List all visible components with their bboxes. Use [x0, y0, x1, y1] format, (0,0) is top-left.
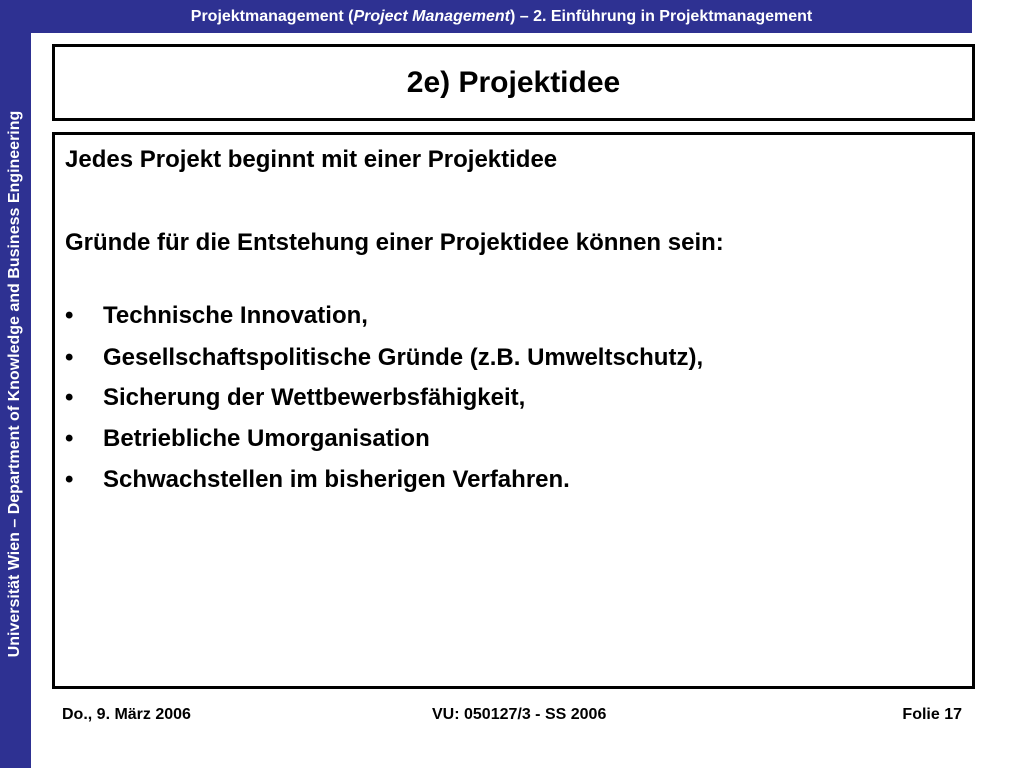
bullet-text: Gesellschaftspolitische Gründe (z.B. Umweltschutz), [103, 344, 704, 371]
footer-slide-number: Folie 17 [902, 706, 962, 723]
header-band [31, 0, 972, 33]
bullet-glyph: • [65, 344, 74, 371]
footer-date: Do., 9. März 2006 [62, 706, 191, 723]
bullet-glyph: • [65, 466, 74, 493]
bullet-glyph: • [65, 302, 74, 329]
bullet-text: Schwachstellen im bisherigen Verfahren. [103, 466, 570, 493]
bullet-item [65, 344, 703, 372]
header-suffix: ) – 2. Einführung in Projektmanagement [509, 7, 813, 25]
bullet-item [65, 466, 570, 494]
bullet-item [65, 425, 430, 453]
bullet-glyph: • [65, 384, 74, 411]
slide-title: 2e) Projektidee [406, 65, 621, 99]
bullet-text: Betriebliche Umorganisation [103, 425, 430, 452]
bullet-text: Technische Innovation, [103, 302, 368, 329]
intro-text: Jedes Projekt beginnt mit einer Projektidee [65, 146, 558, 173]
header-italic: Project Management [353, 7, 510, 25]
sidebar-institution-text: Universität Wien – Department of Knowledge and Business Engineering [6, 110, 23, 658]
footer-course: VU: 050127/3 - SS 2006 [432, 706, 607, 723]
bullet-glyph: • [65, 425, 74, 452]
content-box [52, 132, 975, 689]
sidebar-band [0, 0, 31, 768]
reasons-heading: Gründe für die Entstehung einer Projektidee können sein: [65, 229, 724, 256]
bullet-item [65, 302, 368, 330]
title-box [52, 44, 975, 121]
bullet-item [65, 384, 525, 412]
header-prefix: Projektmanagement ( [190, 7, 354, 25]
bullet-text: Sicherung der Wettbewerbsfähigkeit, [103, 384, 526, 411]
